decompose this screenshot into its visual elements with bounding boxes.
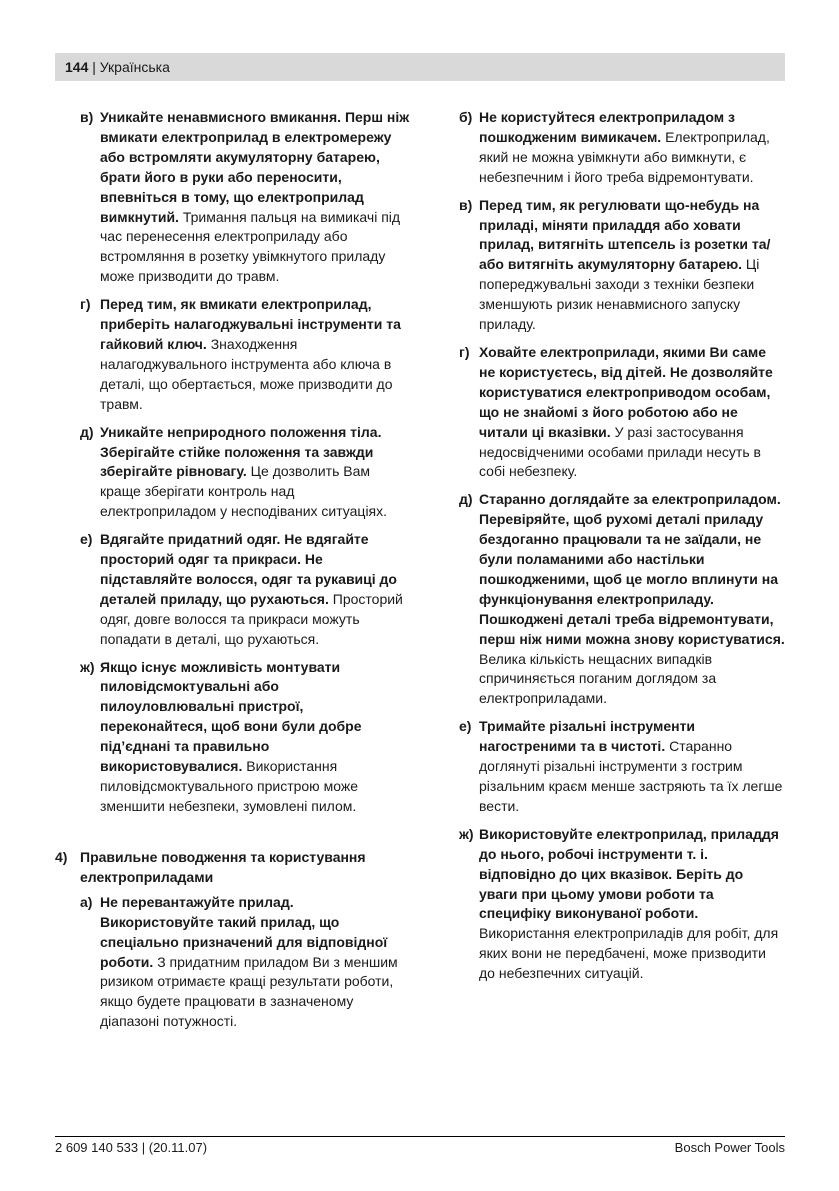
item-text: Старанно доглянуті різальні інструменти з гострим різальним краєм менше застряють та їх легше вести. bbox=[479, 738, 783, 814]
list-item bbox=[459, 343, 785, 482]
item-marker: е) bbox=[459, 718, 472, 735]
item-bold-text: Не перевантажуйте прилад. Використовуйте такий прилад, що спеціально призначений для відповідної роботи. bbox=[100, 893, 388, 970]
item-marker: е) bbox=[80, 531, 93, 548]
item-bold-text: Уникайте ненавмисного вмикання. Перш ніж вмикати електроприлад в електромережу або встромляти акумуляторну батарею, брати його в руки або переносити, впевніться в тому, що електроприлад вимкнутий. bbox=[100, 109, 410, 225]
list-item bbox=[459, 490, 785, 709]
item-bold-text: Ховайте електроприлади, якими Ви саме не користуєтесь, від дітей. Не дозволяйте користуватися електроприводом особам, що не знайомі з його роботою або не читали ці вказівки. bbox=[479, 343, 773, 440]
item-text: З придатним приладом Ви з меншим ризиком отримаєте кращі результати роботи, якщо будете працювати в зазначеному діапазоні потужності. bbox=[100, 953, 398, 1030]
header-text bbox=[65, 59, 170, 75]
item-text: Просторий одяг, довге волосся та прикраси можуть попадати в деталі, що рухаються. bbox=[100, 590, 403, 647]
item-text: Використання електроприладів для робіт, для яких вони не передбачені, може призводити до небезпечних ситуацій. bbox=[479, 925, 779, 982]
list-item bbox=[80, 658, 410, 817]
item-marker: г) bbox=[459, 343, 470, 360]
left-column bbox=[80, 108, 410, 825]
item-bold-text: Уникайте неприродного положення тіла. Зберігайте стійке положення та завжди зберігайте рівновагу. bbox=[100, 423, 382, 480]
list-item bbox=[459, 825, 785, 984]
item-bold-text: Перед тим, як вмикати електроприлад, приберіть налагоджувальні інструменти та гайковий ключ. bbox=[100, 296, 401, 352]
item-text: Велика кількість нещасних випадків спричиняється поганим доглядом за електроприладами. bbox=[479, 650, 717, 707]
page-number: 144 bbox=[65, 59, 89, 75]
item-marker: г) bbox=[80, 296, 91, 313]
footer-divider bbox=[55, 1136, 785, 1137]
list-item bbox=[459, 717, 785, 817]
page-header bbox=[55, 53, 785, 81]
list-item bbox=[80, 423, 410, 523]
footer-doc-number: 2 609 140 533 | (20.11.07) bbox=[55, 1140, 208, 1155]
item-bold-text: Якщо існує можливість монтувати пиловідсмоктувальні або пилоуловлювальні пристрої, переконайтеся, щоб вони були добре під’єднані та правильно використовувалися. bbox=[100, 658, 362, 775]
item-text: Електроприлад, який не можна увімкнути або вимкнути, є небезпечним і його треба відремонтувати. bbox=[479, 128, 770, 185]
item-bold-text: Старанно доглядайте за електроприладом. Перевіряйте, щоб рухомі деталі приладу бездоганно працювали та не заїдали, не були поламаними або настільки пошкодженими, щоб це могло вплинути на функціонування електроприладу. Пошкоджені деталі треба відремонтувати, перш ніж ними можна знову користуватися. bbox=[479, 491, 785, 647]
footer-brand: Bosch Power Tools bbox=[674, 1140, 785, 1155]
list-item bbox=[459, 108, 785, 188]
section-title: Правильне поводження та користування електроприладами bbox=[80, 849, 366, 885]
section-4 bbox=[55, 848, 410, 1040]
section-heading bbox=[55, 848, 410, 888]
item-marker: д) bbox=[80, 423, 94, 440]
item-marker: ж) bbox=[80, 658, 95, 675]
item-bold-text: Не користуйтеся електроприладом з пошкодженим вимикачем. bbox=[479, 109, 736, 145]
header-language: Українська bbox=[99, 59, 170, 75]
item-text: Використання пиловідсмоктувального пристрою може зменшити небезпеки, зумовлені пилом. bbox=[100, 758, 358, 814]
item-marker: б) bbox=[459, 109, 473, 125]
header-separator: | bbox=[88, 59, 100, 75]
item-text: Ці попереджувальні заходи з техніки безпеки зменшують ризик ненавмисного запуску приладу. bbox=[479, 256, 760, 333]
list-item bbox=[80, 295, 410, 414]
list-item bbox=[80, 108, 410, 287]
item-marker: а) bbox=[80, 893, 93, 910]
item-bold-text: Вдягайте придатний одяг. Не вдягайте просторий одяг та прикраси. Не підставляйте волосся, одяг та рукавиці до деталей приладу, що рухаються. bbox=[100, 531, 397, 607]
list-item bbox=[459, 196, 785, 335]
item-text: Це дозволить Вам краще зберігати контроль над електроприладом у несподіваних ситуаціях. bbox=[100, 463, 388, 520]
item-marker: ж) bbox=[459, 825, 474, 842]
item-text: Знаходження налагоджувального інструмента або ключа в деталі, що обертається, може призводити до травм. bbox=[100, 335, 393, 412]
list-item bbox=[80, 893, 410, 1032]
item-marker: д) bbox=[459, 491, 473, 508]
section-number: 4) bbox=[55, 849, 68, 865]
item-text: Тримання пальця на вимикачі під час перенесення електроприладу або встромляння в розетку увімкнутого приладу може призводити до травм. bbox=[100, 208, 401, 285]
right-column bbox=[459, 108, 785, 992]
item-bold-text: Тримайте різальні інструменти нагостреними та в чистоті. bbox=[479, 718, 696, 755]
item-marker: в) bbox=[80, 109, 94, 125]
item-text: У разі застосування недосвідченими особами прилади несуть в собі небезпеку. bbox=[479, 423, 761, 480]
item-bold-text: Використовуйте електроприлад, приладдя до нього, робочі інструменти т. і. відповідно до цих вказівок. Беріть до уваги при цьому умови роботи та специфіку виконуваної роботи. bbox=[479, 825, 779, 922]
item-marker: в) bbox=[459, 196, 473, 213]
item-bold-text: Перед тим, як регулювати що-небудь на приладі, міняти приладдя або ховати прилад, витягніть штепсель із розетки та/або витягніть акумуляторну батарею. bbox=[479, 196, 771, 273]
list-item bbox=[80, 530, 410, 649]
